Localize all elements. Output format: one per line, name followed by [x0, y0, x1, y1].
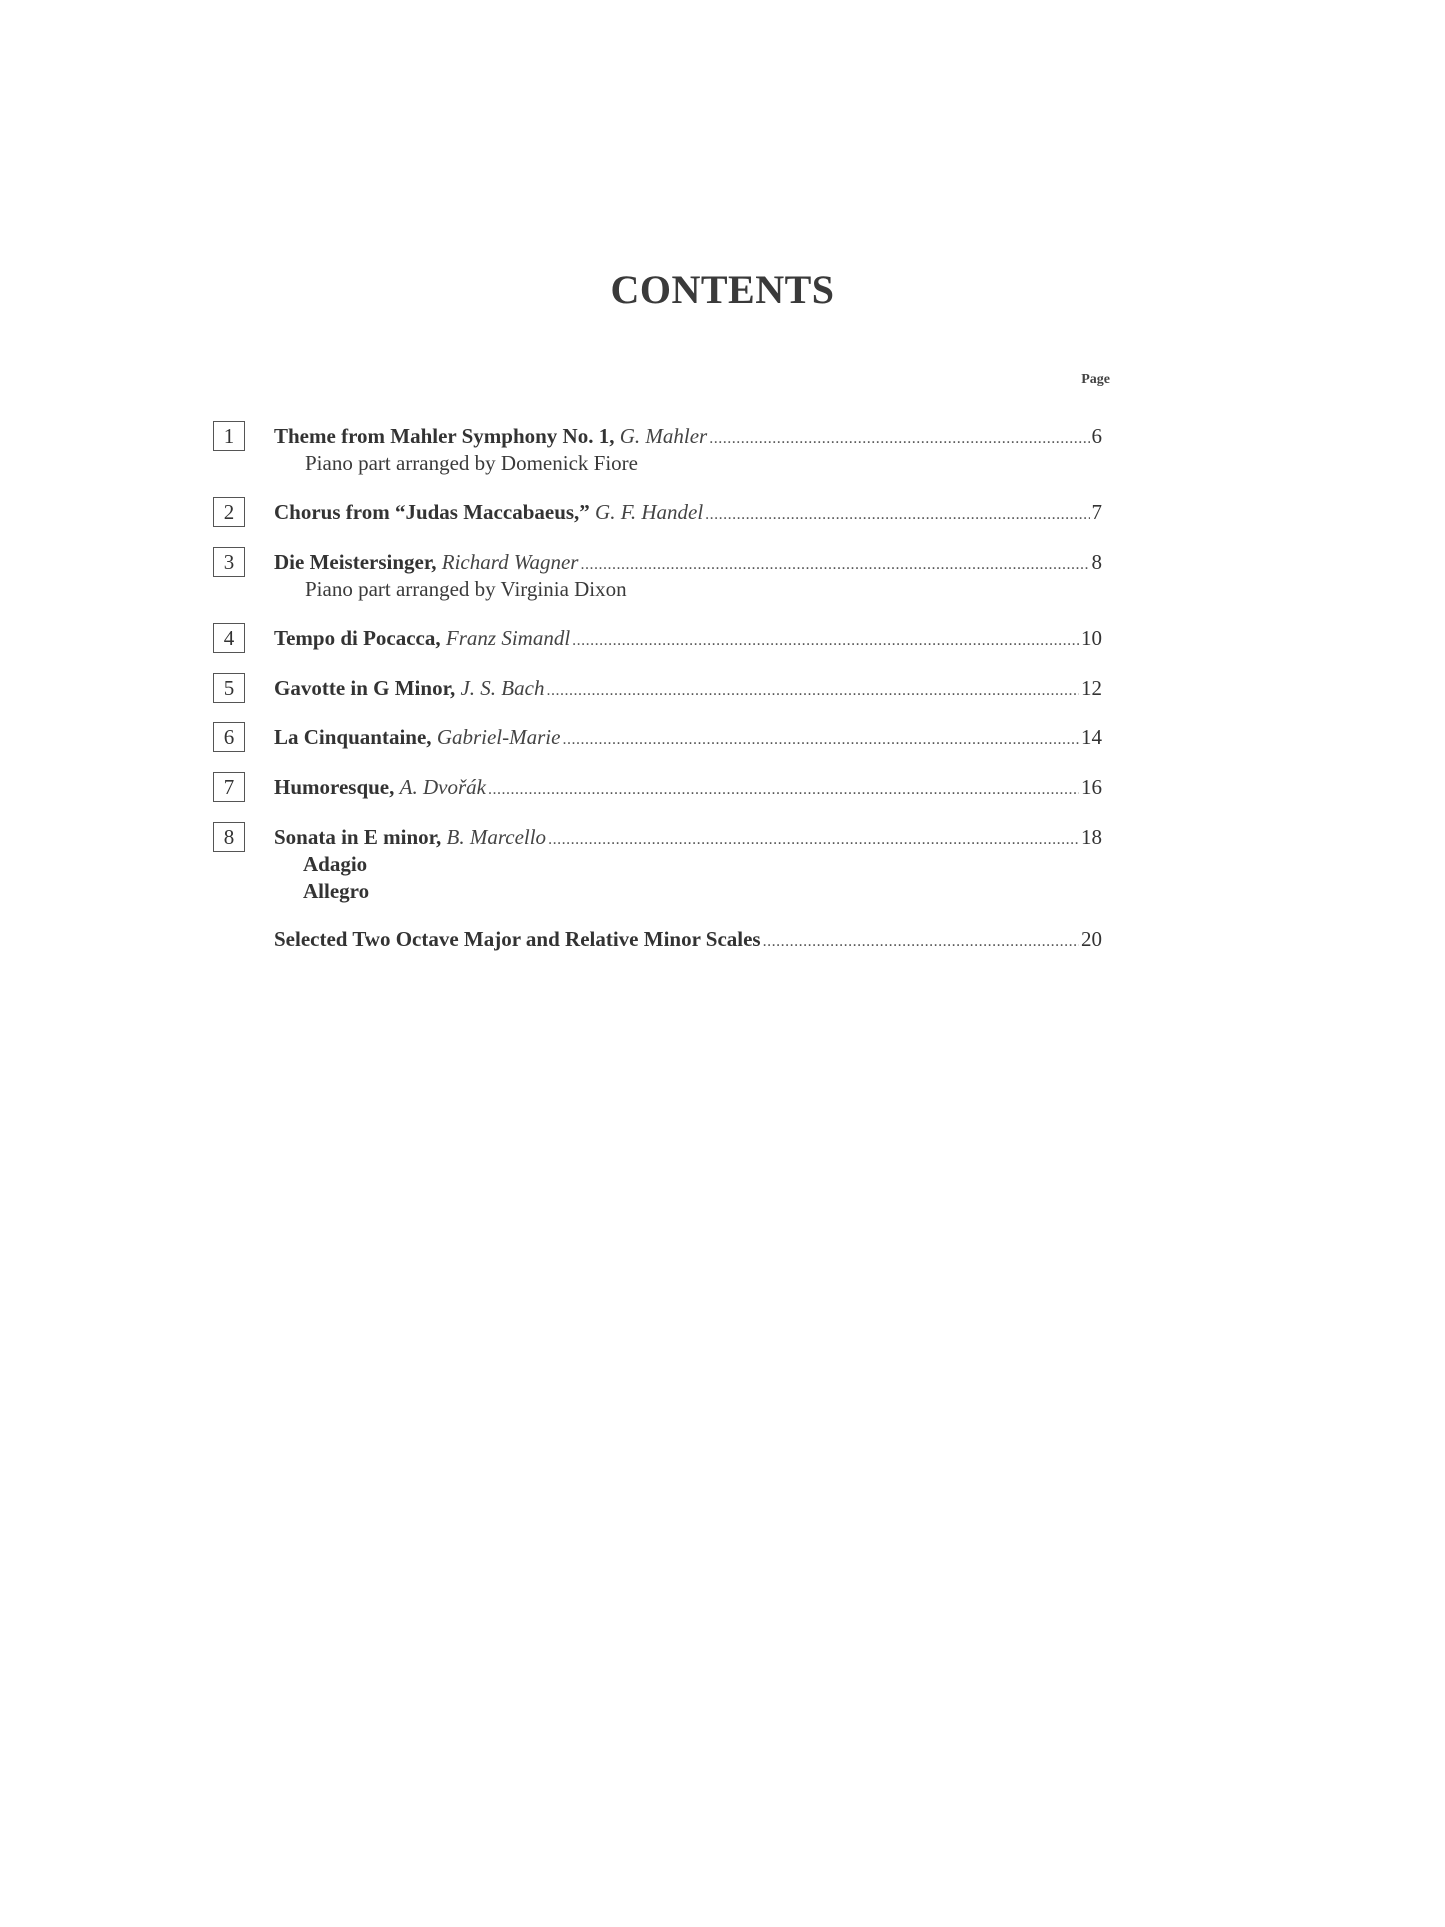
entry-composer: Gabriel-Marie [436, 725, 561, 749]
entry-page-number: 16 [1081, 775, 1102, 799]
entry-line [274, 772, 1102, 802]
entry-page-number: 14 [1081, 725, 1102, 749]
dot-leader [546, 825, 1079, 855]
dot-leader [544, 676, 1079, 706]
dot-leader [707, 424, 1089, 454]
entry-page-number: 7 [1091, 500, 1102, 524]
entry-page-number: 20 [1081, 927, 1102, 951]
movement-adagio: Adagio [303, 852, 368, 876]
entry-line [274, 673, 1102, 703]
toc-entry [0, 722, 1445, 752]
entry-number-box: 7 [213, 772, 245, 802]
toc-entry [0, 547, 1445, 601]
page-column-header: Page [1081, 372, 1110, 387]
entry-page-number: 18 [1081, 825, 1102, 849]
toc-entry [0, 673, 1445, 703]
entry-number-box: 3 [213, 547, 245, 577]
page-title: CONTENTS [610, 267, 835, 312]
entry-line [274, 623, 1102, 653]
entry-title: Selected Two Octave Major and Relative Minor Scales [274, 927, 761, 951]
entry-title: Gavotte in G Minor, [274, 676, 456, 700]
entry-title: Theme from Mahler Symphony No. 1, [274, 424, 615, 448]
toc-entry-scales [0, 924, 1445, 954]
entry-number-box: 2 [213, 497, 245, 527]
dot-leader [578, 550, 1089, 580]
entry-line [274, 497, 1102, 527]
dot-leader [570, 626, 1079, 656]
entry-page-number: 12 [1081, 676, 1102, 700]
entry-number-box: 5 [213, 673, 245, 703]
entry-line [274, 547, 1102, 577]
entry-composer: G. Mahler [619, 424, 708, 448]
toc-entry [0, 421, 1445, 475]
entry-title: Tempo di Pocacca, [274, 626, 441, 650]
entry-title: La Cinquantaine, [274, 725, 432, 749]
entry-composer: J. S. Bach [460, 676, 545, 700]
entry-composer: Richard Wagner [441, 550, 579, 574]
entry-composer: B. Marcello [446, 825, 547, 849]
entry-number-box: 1 [213, 421, 245, 451]
entry-title: Humoresque, [274, 775, 395, 799]
entry-page-number: 8 [1091, 550, 1102, 574]
entry-arranger-note: Piano part arranged by Domenick Fiore [305, 451, 638, 475]
entry-title: Chorus from “Judas Maccabaeus,” [274, 500, 590, 524]
entry-line [274, 421, 1102, 451]
toc-entry [0, 772, 1445, 802]
entry-line [274, 924, 1102, 954]
entry-title: Die Meistersinger, [274, 550, 437, 574]
entry-composer: Franz Simandl [445, 626, 571, 650]
dot-leader [761, 927, 1079, 957]
dot-leader [486, 775, 1079, 805]
entry-page-number: 6 [1091, 424, 1102, 448]
entry-line [274, 822, 1102, 852]
entry-title: Sonata in E minor, [274, 825, 442, 849]
entry-number-box: 8 [213, 822, 245, 852]
entry-number-box: 6 [213, 722, 245, 752]
toc-entry [0, 623, 1445, 653]
entry-composer: G. F. Handel [595, 500, 704, 524]
dot-leader [703, 500, 1089, 530]
entry-composer: A. Dvořák [399, 775, 486, 799]
dot-leader [560, 725, 1079, 755]
entry-number-box: 4 [213, 623, 245, 653]
toc-entry [0, 822, 1445, 903]
entry-arranger-note: Piano part arranged by Virginia Dixon [305, 577, 627, 601]
entry-line [274, 722, 1102, 752]
toc-entry [0, 497, 1445, 527]
movement-allegro: Allegro [303, 879, 370, 903]
entry-page-number: 10 [1081, 626, 1102, 650]
